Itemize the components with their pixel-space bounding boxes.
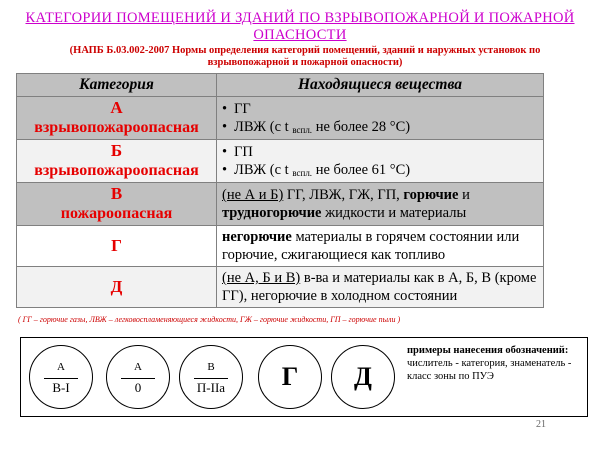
- category-cell-d: [17, 267, 217, 308]
- fraction-line: [44, 378, 78, 379]
- bullet-icon: •: [222, 143, 228, 160]
- example-circle-a-v1: А В-I: [29, 345, 93, 409]
- table-header-row: [17, 74, 544, 97]
- category-letter: Д: [110, 277, 123, 297]
- category-cell-v: [17, 183, 217, 226]
- category-cell-g: [17, 226, 217, 267]
- substances-cell-b: [217, 140, 544, 183]
- category-name: пожароопасная: [60, 205, 173, 223]
- bullet-icon: •: [222, 161, 228, 178]
- example-circle-d: Д: [331, 345, 395, 409]
- substances-cell-v: (не А и Б) ГГ, ЛВЖ, ГЖ, ГП, горючие и трудногорючие жидкости и материалы: [217, 183, 544, 226]
- category-cell-b: [17, 140, 217, 183]
- list-item: • ГГ: [222, 100, 251, 117]
- substances-cell-a: [217, 97, 544, 140]
- header-substances: Находящиеся вещества: [217, 74, 544, 97]
- examples-note: примеры нанесения обозначений: числитель - категория, знаменатель - класс зоны по ПУЭ: [407, 345, 572, 382]
- page-subtitle: (НАПБ Б.03.002-2007 Нормы определения категорий помещений, зданий и наружных установок по взрывопожарной и пожарной опасности): [69, 45, 541, 68]
- substances-cell-g: негорючие материалы в горячем состоянии или горючие, сжигающиеся как топливо: [217, 226, 544, 267]
- category-name: взрывопожароопасная: [34, 119, 199, 137]
- category-table: [16, 73, 544, 308]
- example-circle-a-0: А 0: [106, 345, 170, 409]
- table-row: [17, 267, 544, 308]
- category-cell-a: [17, 97, 217, 140]
- example-circle-v-p2a: В П-IIа: [179, 345, 243, 409]
- bullet-icon: •: [222, 100, 228, 117]
- list-item: • ЛВЖ (с t $_{вспл.}$ не более 28 °С): [222, 118, 411, 135]
- category-letter: А: [110, 98, 123, 118]
- page-title: КАТЕГОРИИ ПОМЕЩЕНИЙ И ЗДАНИЙ ПО ВЗРЫВОПОЖАРНОЙ И ПОЖАРНОЙ ОПАСНОСТИ: [25, 10, 575, 43]
- header-category: Категория: [17, 74, 217, 97]
- table-row: [17, 140, 544, 183]
- category-letter: Б: [110, 141, 123, 161]
- example-circle-g: Г: [258, 345, 322, 409]
- table-row: [17, 226, 544, 267]
- category-letter: В: [110, 184, 123, 204]
- category-letter: Г: [111, 236, 122, 256]
- fraction-line: [194, 378, 228, 379]
- table-row: [17, 97, 544, 140]
- substances-cell-d: (не А, Б и В) в-ва и материалы как в А, Б, В (кроме ГГ), негорючие в холодном состоянии: [217, 267, 544, 308]
- fraction-line: [121, 378, 155, 379]
- bullet-icon: •: [222, 118, 228, 135]
- category-name: взрывопожароопасная: [34, 162, 199, 180]
- list-item: • ЛВЖ (с t $_{вспл.}$ не более 61 °С): [222, 161, 411, 178]
- page-number: 21: [536, 419, 546, 430]
- examples-box: [20, 337, 588, 417]
- list-item: • ГП: [222, 143, 253, 160]
- table-row: [17, 183, 544, 226]
- abbreviation-legend: ( ГГ – горючие газы, ЛВЖ – легковоспламеняющиеся жидкости, ГЖ – горючие жидкости, ГП – горючие пыли ): [18, 315, 401, 324]
